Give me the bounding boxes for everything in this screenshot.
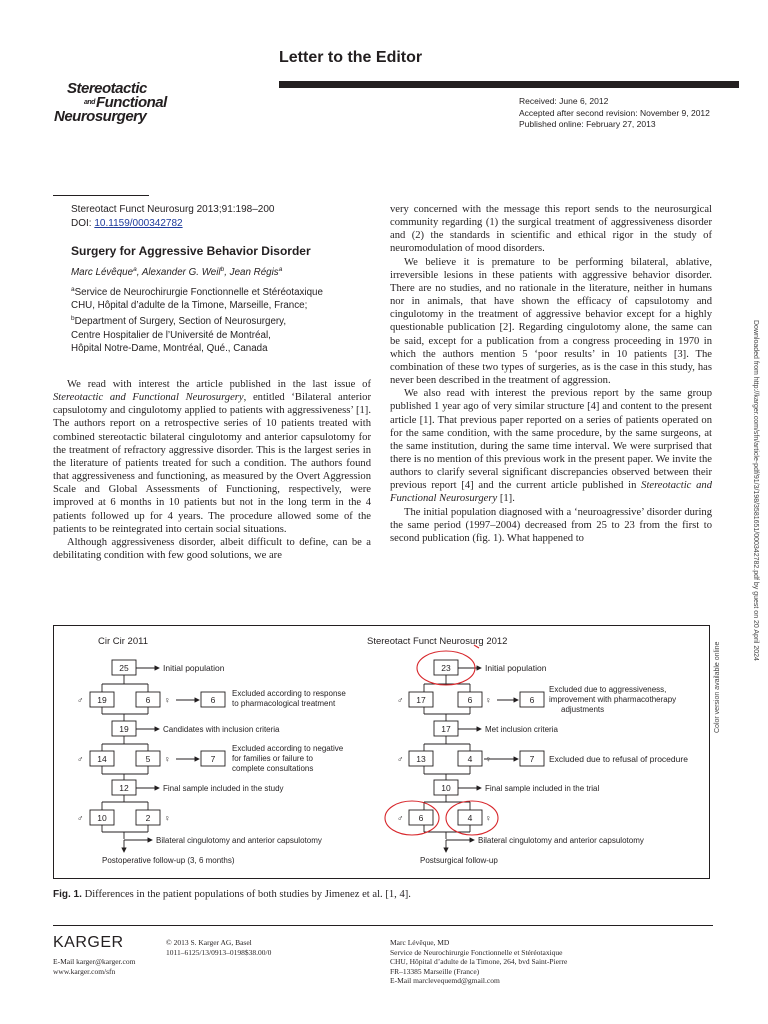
figure-caption [53,889,411,900]
value-female3-left: 2 [145,813,151,823]
male-symbol: ♂ [77,695,84,705]
right-column [390,203,712,545]
value-initial-right: 23 [441,663,451,673]
author-name: Marc Lévêque [71,267,134,278]
label-excl2-left-3: complete consultations [232,764,314,773]
correspondence-address [390,938,567,986]
copyright [166,938,271,957]
doi-prefix: DOI: [71,218,95,229]
correspondence-line: Service de Neurochirurgie Fonctionnelle et Stéréotaxique [390,947,563,957]
label-final-left: Final sample included in the study [163,784,284,793]
paragraph: The initial population diagnosed with a ‘neuroagressive’ disorder during the same period (1997–2004) decreased from 25 to 23 from the first to second publication (fig. 1). What happened to [390,506,712,544]
left-column [53,378,371,562]
value-female2-left: 5 [145,754,151,764]
paragraph: We believe it is premature to be performing bilateral, ablative, irreversible lesions in these patients with aggressive behavior disorder. There are no studies, and no rationale in the literature, neither in humans nor in animals, that have shown the efficacy of capsulotomy and cingulotomy in the treatment of aggressive behavior except for a highly questionable publication [2]. Regarding cingulotomy alone, the same can be said, except for a publication from a congress proceeding in 1970 in which the authors mention 5 ‘poor results’ in 10 patients [3]. The combination of these two types of surgeries, as is the case in this study, has never been described in the treatment of aggression. [390,256,712,387]
doi-line [71,217,274,231]
value-female2-right: 4 [467,754,473,764]
value-candidates-left: 19 [119,724,129,734]
journal-logo-and: and [84,99,95,106]
affiliation-line: $^b$Department of Surgery, Section of Neurosurgery, [71,315,287,328]
publisher-email[interactable]: E-Mail karger@karger.com [53,957,136,966]
female-symbol: ♀ [485,813,492,823]
header-rule [279,81,739,88]
download-watermark: Downloaded from http://karger.com/sfn/article-pdf/91/3/198/3581651/000342782.pdf by guest on 20 April 2024 [752,320,759,661]
figure-caption-text: Differences in the patient populations of both studies by Jimenez et al. [1, 4]. [84,889,411,900]
correspondence-line: Marc Lévêque, MD [390,938,450,947]
color-version-note: Color version available online [714,641,721,733]
left-diagram-title: Cir Cir 2011 [98,636,148,647]
value-male3-left: 10 [97,813,107,823]
value-met-right: 17 [441,724,451,734]
affiliation-line: Centre Hospitalier de l’Université de Montréal, [71,329,271,341]
journal-logo-line3: Neurosurgery [54,108,147,125]
published-date: Published online: February 27, 2013 [519,119,656,129]
label-excl2-right: Excluded due to refusal of procedure [549,754,688,764]
author-list: Marc Lévêque$^a$, Alexander G. Weil$^b$, Jean Régis$^a$ [71,266,283,278]
citation-block [71,203,274,231]
affiliations [71,283,323,355]
publisher-website[interactable]: www.karger.com/sfn [53,966,116,976]
author-affiliation-mark: a [133,266,137,273]
paragraph: very concerned with the message this report sends to the neurosurgical community regarding (1) the surgical treatment of aggressiveness disorder and (2) the standards in scientific and ethical rigor in the study of neuromodulation of mood disorders. [390,204,712,255]
label-excl1-left-2: to pharmacological treatment [232,699,336,708]
value-excl1-right: 6 [529,695,535,705]
affiliation-line: CHU, Hôpital d’adulte de la Timone, Marseille, France; [71,300,308,312]
paragraph: We read with interest the article published in the last issue of Stereotactic and Functional Neurosurgery, entitled ‘Bilateral anterior capsulotomy and cingulotomy applied to patients with aggressiveness’ [1]. The authors report on a retrospective series of 10 patients treated with combined stereotactic bilateral cingulotomy and anterior capsulotomy for the treatment of refractory aggressive disorder. This is the largest series in the literature of patients treated for such a condition. The authors found that aggressiveness and functioning, as measured by the Overt Aggression Scale and Global Assessments of Functioning, respectively, were improved at 6 months in 10 patients but not in the long term in the 4 patients followed up for 4 years. The procedure allowed some of the patients to be reintegrated into certain social situations. [53,379,371,535]
value-male1-right: 17 [416,695,426,705]
label-followup-right: Postsurgical follow-up [420,856,498,865]
female-symbol: ♀ [485,754,492,764]
value-initial-left: 25 [119,663,129,673]
value-excl1-left: 6 [210,695,216,705]
male-symbol: ♂ [77,813,84,823]
label-initial-right: Initial population [485,663,547,673]
male-symbol: ♂ [397,813,404,823]
male-symbol: ♂ [397,695,404,705]
publication-dates [519,96,710,131]
label-excl1-right-3: adjustments [561,705,605,714]
affiliation-line: $^a$Service de Neurochirurgie Fonctionnelle et Stéréotaxique [71,286,323,298]
affiliation-line: Hôpital Notre-Dame, Montréal, Qué., Canada [71,342,268,354]
author-affiliation-mark: a [278,266,283,273]
value-final-right: 10 [441,783,451,793]
flowchart [54,626,711,880]
value-male2-left: 14 [97,754,107,764]
value-male2-right: 13 [416,754,426,764]
paragraph: We also read with interest the previous report by the same group published 1 year ago of very similar structure [4] and content to the present article [1]. That previous paper reported on a series of patients operated on for the same condition, with the same procedure, by the same surgeons, at the same institution, during the same time interval. We were surprised that there is no mention of this previous work in the present paper. We invite the authors to clarify several significant discrepancies observed between their previous report [4] and the current article published in Stereotactic and Functional Neurosurgery [1]. [390,388,712,505]
value-female1-left: 6 [145,695,151,705]
paragraph: Although aggressiveness disorder, albeit difficult to define, can be a debilitating condition with few good solutions, we are [53,536,371,562]
label-final-right: Final sample included in the trial [485,784,600,793]
label-followup-left: Postoperative follow-up (3, 6 months) [102,856,235,865]
correspondence-line: FR–13385 Marseille (France) [390,966,480,976]
label-excl2-left-1: Excluded according to negative [232,744,344,753]
female-symbol: ♀ [164,754,171,764]
section-heading: Letter to the Editor [279,49,423,66]
copyright-line: © 2013 S. Karger AG, Basel [166,938,252,947]
label-excl2-left-2: for families or failure to [232,754,313,763]
author-name: Alexander G. Weil [141,267,221,278]
label-surgery-left: Bilateral cingulotomy and anterior capsulotomy [156,836,322,845]
citation: Stereotact Funct Neurosurg 2013;91:198–200 [71,204,275,215]
label-excl1-right-2: improvement with pharmacotherapy [549,695,677,704]
label-excl1-left-1: Excluded according to response [232,689,346,698]
value-female1-right: 6 [467,695,473,705]
value-excl2-right: 7 [529,754,535,764]
journal-logo-functional: Functional [95,94,167,111]
label-initial-left: Initial population [163,663,225,673]
issn-line: 1011–6125/13/0913–0198$38.00/0 [166,947,272,957]
value-female3-right: 4 [467,813,473,823]
received-date: Received: June 6, 2012 [519,96,609,106]
figure-caption-label: Fig. 1. [53,889,82,900]
label-surgery-right: Bilateral cingulotomy and anterior capsulotomy [478,836,644,845]
male-symbol: ♂ [397,754,404,764]
publisher-contact [53,957,135,976]
correspondence-email[interactable]: E-Mail marclevequemd@gmail.com [390,976,500,985]
value-male3-right: 6 [418,813,424,823]
author-affiliation-mark: b [220,266,225,273]
karger-logo: KARGER [53,934,124,951]
accepted-date: Accepted after second revision: November 9, 2012 [519,107,710,118]
label-excl1-right-1: Excluded due to aggressiveness, [549,685,667,694]
affiliation-mark: b [71,315,75,323]
right-diagram-title: Stereotact Funct Neurosurg 2012 [367,636,508,647]
value-excl2-left: 7 [210,754,216,764]
affiliation-mark: a [71,286,75,293]
figure-1 [53,625,710,879]
journal-logo-line1: Stereotactic [67,80,147,97]
label-met-right: Met inclusion criteria [485,725,558,734]
female-symbol: ♀ [164,695,171,705]
correspondence-line: CHU, Hôpital d’adulte de la Timone, 264, bvd Saint-Pierre [390,957,568,966]
highlight-circle-male [385,801,439,835]
value-male1-left: 19 [97,695,107,705]
male-symbol: ♂ [77,754,84,764]
author-name: Jean Régis [229,267,279,278]
female-symbol: ♀ [485,695,492,705]
label-candidates-left: Candidates with inclusion criteria [163,725,280,734]
doi-link[interactable]: 10.1159/000342782 [94,218,183,229]
journal-logo [54,82,167,124]
female-symbol: ♀ [164,813,171,823]
footer-rule [53,925,713,926]
value-final-left: 12 [119,783,129,793]
citation-rule [53,195,149,196]
article-title: Surgery for Aggressive Behavior Disorder [71,244,311,258]
